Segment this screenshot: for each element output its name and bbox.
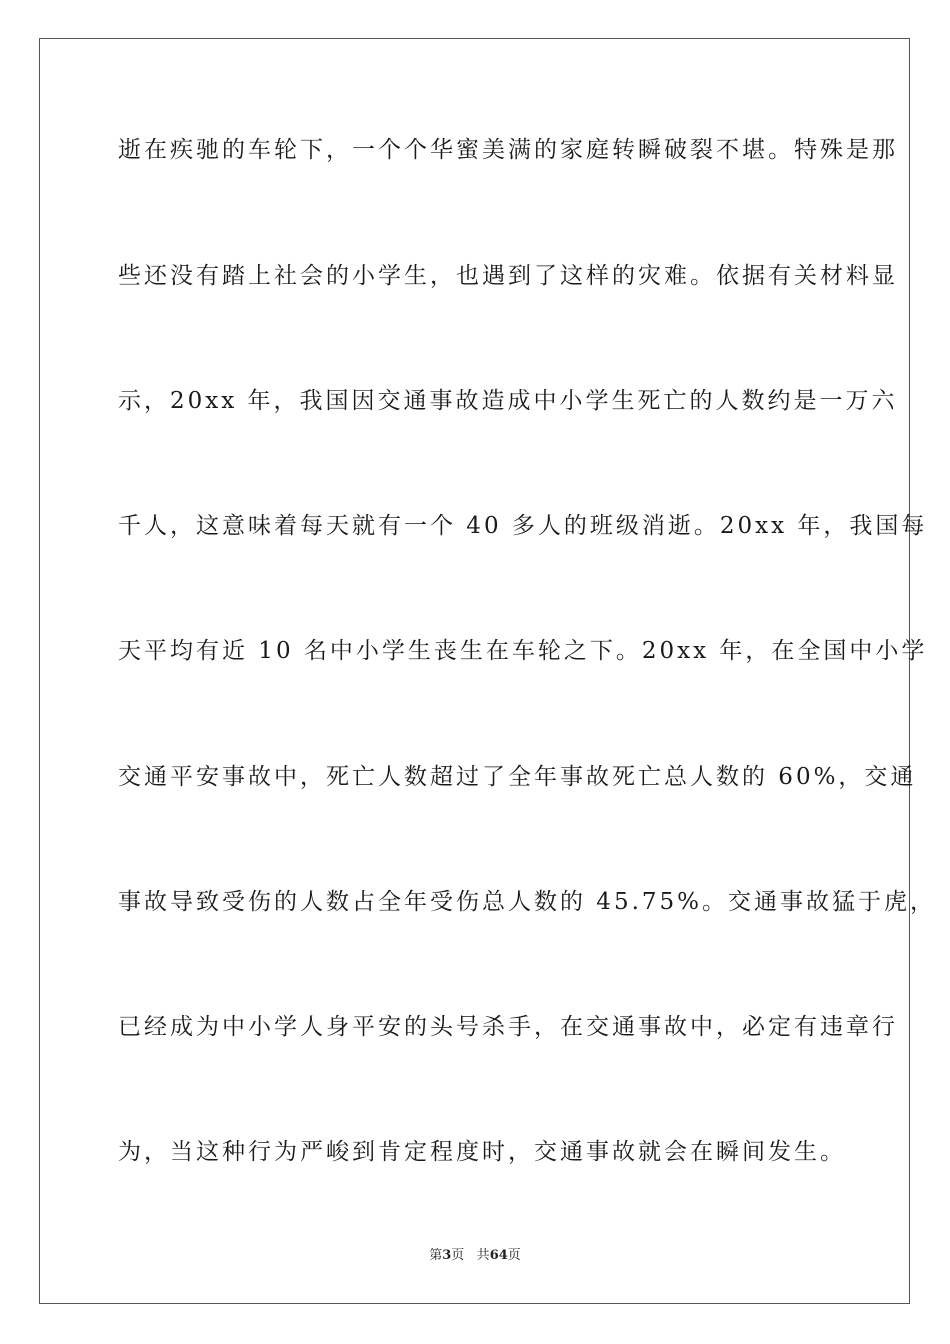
body-line-5: 天平均有近 10 名中小学生丧生在车轮之下。20xx 年，在全国中小学 [118,638,928,664]
body-line-2: 些还没有踏上社会的小学生，也遇到了这样的灾难。依据有关材料显 [118,263,898,289]
body-line-3: 示，20xx 年，我国因交通事故造成中小学生死亡的人数约是一万六 [118,388,898,414]
total-prefix: 共 [476,1248,490,1263]
body-line-7: 事故导致受伤的人数占全年受伤总人数的 45.75%。交通事故猛于虎， [118,889,937,915]
page-suffix: 页 [451,1248,465,1263]
page-number: 3 [442,1248,452,1263]
body-line-4: 千人，这意味着每天就有一个 40 多人的班级消逝。20xx 年，我国每 [118,513,928,539]
body-line-9: 为，当这种行为严峻到肯定程度时，交通事故就会在瞬间发生。 [118,1139,846,1165]
page-footer [0,1244,950,1263]
body-line-1: 逝在疾驰的车轮下，一个个华蜜美满的家庭转瞬破裂不堪。特殊是那 [118,137,898,163]
total-suffix: 页 [507,1248,521,1263]
body-line-6: 交通平安事故中，死亡人数超过了全年事故死亡总人数的 60%，交通 [118,764,917,790]
total-pages: 64 [489,1248,508,1263]
page-border [39,38,937,1304]
page-prefix: 第 [429,1248,443,1263]
body-line-8: 已经成为中小学人身平安的头号杀手，在交通事故中，必定有违章行 [118,1014,898,1040]
